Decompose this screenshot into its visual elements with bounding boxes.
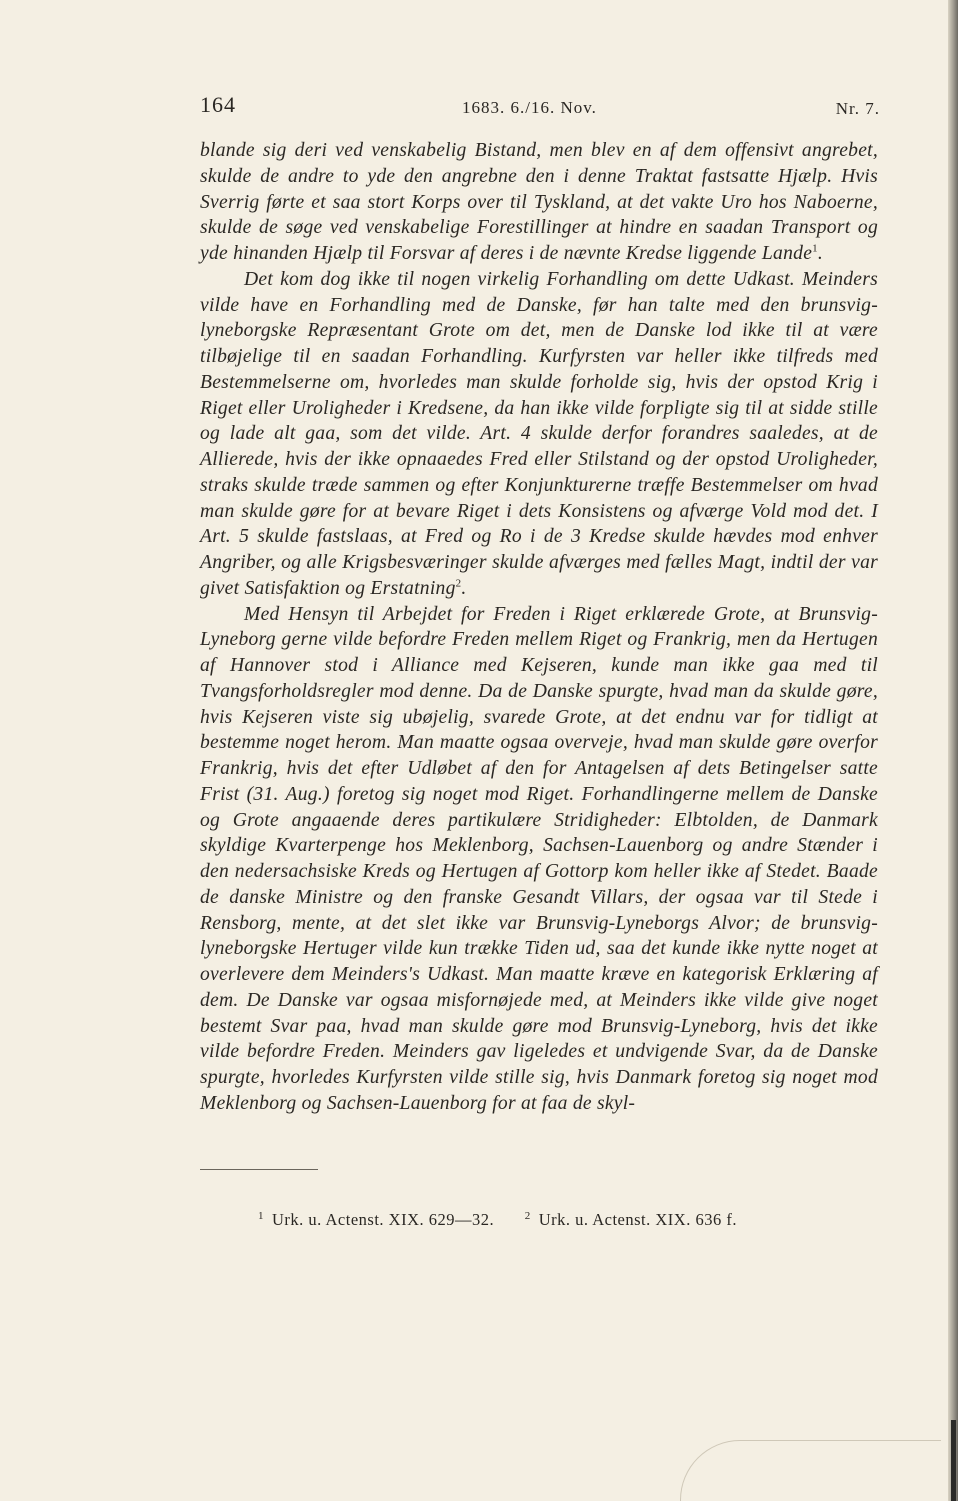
header-date: 1683. 6./16. Nov. bbox=[462, 98, 597, 117]
paragraph-1-text: blande sig deri ved venskabelig Bistand, men blev en af dem offensivt angrebet, skulde de andre to yde den angrebne den i denne Traktat fastsatte Hjælp. Hvis Sverrig førte et saa stort Korps over til Tyskland, at det vakte Uro hos Naboerne, skulde de søge ved venskabelige Forestillinger at hindre en saadan Transport og yde hinanden Hjælp til Forsvar af deres i de nævnte Kredse liggende Lande bbox=[200, 140, 878, 264]
paragraph-2-text: Det kom dog ikke til nogen virkelig Forhandling om dette Udkast. Meinders vilde have en Forhandling med de Danske, før han talte med den brunsvig-lyneborgske Repræsentant Grote om det, men de Danske lod ikke til at være tilbøjelige til en saadan Forhandling. Kurfyrsten var heller ikke tilfreds med Bestemmelserne om, hvorledes man skulde forholde sig, hvis der opstod Krig i Riget eller Uroligheder i Kredsene, da han ikke vilde forpligte sig til at sidde stille og lade alt gaa, som det vilde. Art. 4 skulde derfor forandres saaledes, at de Allierede, hvis der ikke opnaaedes Fred eller Stilstand og der opstod Uroligheder, straks skulde træde sammen og efter Konjunkturerne træffe Bestemmelser om hvad man skulde gøre for at bevare Riget i dets Konsistens og afværge Vold mod det. I Art. 5 skulde fastslaas, at Fred og Ro i de 3 Kredse skulde hævdes mod enhver Angriber, og alle Krigsbesværinger skulde afværges med fælles Magt, indtil der var givet Satisfaktion og Erstatning bbox=[200, 268, 878, 599]
paper-mark bbox=[680, 1440, 941, 1501]
footnote-2-text: Urk. u. Actenst. XIX. 636 f. bbox=[538, 1210, 737, 1229]
footnote-1 bbox=[258, 1210, 494, 1230]
paragraph-2 bbox=[200, 267, 878, 602]
footnote-1-text: Urk. u. Actenst. XIX. 629—32. bbox=[272, 1210, 495, 1229]
footnotes bbox=[258, 1210, 737, 1230]
footnote-2-mark: 2 bbox=[524, 1210, 531, 1222]
page-number: 164 bbox=[200, 92, 236, 117]
footnote-1-mark: 1 bbox=[258, 1210, 264, 1222]
paragraph-1 bbox=[200, 138, 878, 267]
footnote-divider bbox=[200, 1169, 318, 1170]
page-edge-shadow bbox=[948, 0, 958, 1501]
paragraph-3 bbox=[200, 602, 878, 1117]
page-edge-dark bbox=[951, 1420, 956, 1501]
footnote-2 bbox=[525, 1210, 737, 1230]
body-text bbox=[200, 138, 878, 1117]
document-number: Nr. 7. bbox=[835, 99, 880, 118]
paragraph-3-text: Med Hensyn til Arbejdet for Freden i Riget erklærede Grote, at Brunsvig-Lyneborg gerne vilde befordre Freden mellem Riget og Frankrig, men da Hertugen af Hannover stod i Alliance med Kejseren, kunde man ikke gaa med til Tvangsforholdsregler mod denne. Da de Danske spurgte, hvad man da skulde gøre, hvis Kejseren viste sig ubøjelig, svarede Grote, at det endnu var for tidligt at bestemme noget herom. Man maatte ogsaa overveje, hvad man skulde gøre overfor Frankrig, hvis det efter Udløbet af den for Antagelsen af dets Betingelser satte Frist (31. Aug.) foretog sig noget mod Riget. Forhandlingerne mellem de Danske og Grote angaaende deres partikulære Stridigheder: Elbtolden, de Danmark skyldige Kvarterpenge hos Meklenborg, Sachsen-Lauenborg og andre Stænder i den nedersachsiske Kreds og Hertugen af Gottorp kom heller ikke af Stedet. Baade de danske Ministre og den franske Gesandt Villars, der ogsaa var til Stede i Rensborg, mente, at det slet ikke var Brunsvig-Lyneborgs Alvor; de brunsvig-lyneborgske Hertuger vilde kun trække Tiden ud, saa det kunde ikke nytte noget at overlevere dem Meinders's Udkast. Man maatte kræve en kategorisk Erklæring af dem. De Danske var ogsaa misfornøjede med, at Meinders ikke vilde give noget bestemt Svar paa, hvad man skulde gøre mod Brunsvig-Lyneborg, hvis det ikke vilde befordre Freden. Meinders gav ligeledes et undvigende Svar, da de Danske spurgte, hvorledes Kurfyrsten vilde stille sig, hvis Danmark foretog sig noget mod Meklenborg og Sachsen-Lauenborg for at faa de skyl- bbox=[200, 603, 878, 1114]
page-header bbox=[200, 92, 880, 122]
paragraph-2-end: . bbox=[461, 577, 467, 599]
paragraph-1-end: . bbox=[817, 243, 824, 264]
footnote-ref-1: 1 bbox=[812, 242, 818, 255]
footnote-ref-2: 2 bbox=[455, 577, 462, 590]
